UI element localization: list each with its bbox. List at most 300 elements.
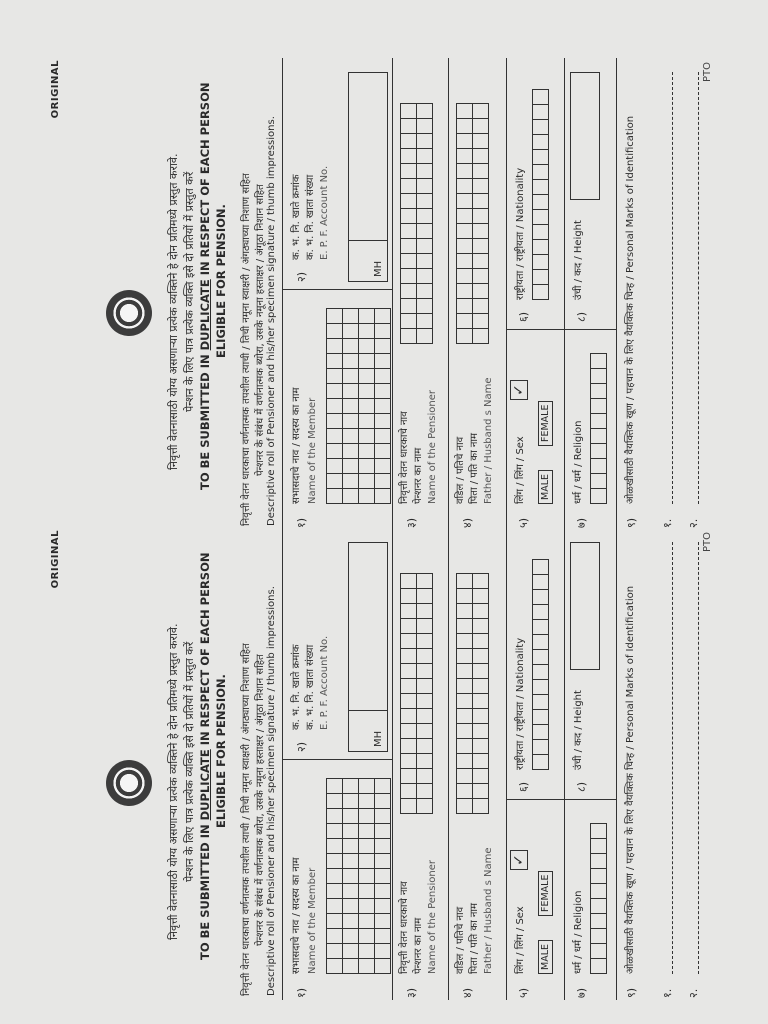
char-box[interactable] — [532, 679, 549, 695]
char-box[interactable] — [374, 368, 391, 384]
char-box[interactable] — [416, 253, 433, 269]
char-box[interactable] — [326, 838, 343, 854]
char-box[interactable] — [326, 913, 343, 929]
marks-line-1[interactable] — [672, 542, 674, 974]
epf-account-input[interactable] — [348, 72, 388, 282]
char-box[interactable] — [456, 328, 473, 344]
char-box[interactable] — [342, 308, 359, 324]
char-box[interactable] — [326, 368, 343, 384]
char-box[interactable] — [400, 663, 417, 679]
char-box[interactable] — [400, 208, 417, 224]
char-box[interactable] — [358, 443, 375, 459]
char-box[interactable] — [532, 164, 549, 180]
char-box[interactable] — [342, 428, 359, 444]
char-box[interactable] — [400, 328, 417, 344]
char-box[interactable] — [416, 208, 433, 224]
char-box[interactable] — [532, 269, 549, 285]
char-box[interactable] — [416, 753, 433, 769]
char-box[interactable] — [400, 798, 417, 814]
char-box[interactable] — [590, 883, 607, 899]
char-box[interactable] — [472, 768, 489, 784]
char-box[interactable] — [400, 678, 417, 694]
char-box[interactable] — [342, 443, 359, 459]
char-box[interactable] — [326, 323, 343, 339]
char-box[interactable] — [472, 603, 489, 619]
char-box[interactable] — [358, 838, 375, 854]
char-box[interactable] — [400, 118, 417, 134]
char-box[interactable] — [472, 738, 489, 754]
char-box[interactable] — [456, 283, 473, 299]
char-box[interactable] — [590, 943, 607, 959]
char-box[interactable] — [416, 148, 433, 164]
char-box[interactable] — [358, 458, 375, 474]
father-husband-name-boxes[interactable] — [456, 574, 488, 814]
char-box[interactable] — [472, 708, 489, 724]
char-box[interactable] — [416, 133, 433, 149]
char-box[interactable] — [342, 458, 359, 474]
char-box[interactable] — [456, 268, 473, 284]
char-box[interactable] — [374, 488, 391, 504]
char-box[interactable] — [342, 778, 359, 794]
char-box[interactable] — [590, 413, 607, 429]
char-box[interactable] — [590, 428, 607, 444]
char-box[interactable] — [456, 133, 473, 149]
char-box[interactable] — [416, 633, 433, 649]
char-box[interactable] — [456, 783, 473, 799]
char-box[interactable] — [416, 708, 433, 724]
char-box[interactable] — [374, 808, 391, 824]
char-box[interactable] — [358, 898, 375, 914]
char-box[interactable] — [326, 308, 343, 324]
char-box[interactable] — [342, 943, 359, 959]
char-box[interactable] — [456, 753, 473, 769]
char-box[interactable] — [326, 383, 343, 399]
char-box[interactable] — [532, 89, 549, 105]
char-box[interactable] — [326, 793, 343, 809]
char-box[interactable] — [472, 723, 489, 739]
char-box[interactable] — [416, 163, 433, 179]
sex-tick-icon[interactable]: ✓ — [510, 380, 528, 400]
char-box[interactable] — [326, 428, 343, 444]
char-box[interactable] — [342, 853, 359, 869]
char-box[interactable] — [400, 768, 417, 784]
sex-tick-icon[interactable]: ✓ — [510, 850, 528, 870]
char-box[interactable] — [416, 798, 433, 814]
char-box[interactable] — [416, 328, 433, 344]
char-box[interactable] — [472, 313, 489, 329]
char-box[interactable] — [416, 283, 433, 299]
char-box[interactable] — [532, 284, 549, 300]
char-box[interactable] — [374, 383, 391, 399]
char-box[interactable] — [358, 928, 375, 944]
char-box[interactable] — [416, 313, 433, 329]
char-box[interactable] — [532, 649, 549, 665]
char-box[interactable] — [342, 928, 359, 944]
religion-boxes[interactable] — [590, 354, 606, 504]
char-box[interactable] — [326, 823, 343, 839]
char-box[interactable] — [374, 883, 391, 899]
char-box[interactable] — [472, 223, 489, 239]
char-box[interactable] — [472, 798, 489, 814]
char-box[interactable] — [456, 678, 473, 694]
char-box[interactable] — [342, 913, 359, 929]
char-box[interactable] — [374, 413, 391, 429]
char-box[interactable] — [326, 958, 343, 974]
char-box[interactable] — [358, 808, 375, 824]
char-box[interactable] — [416, 178, 433, 194]
char-box[interactable] — [416, 588, 433, 604]
char-box[interactable] — [456, 163, 473, 179]
char-box[interactable] — [326, 868, 343, 884]
char-box[interactable] — [416, 298, 433, 314]
char-box[interactable] — [472, 573, 489, 589]
char-box[interactable] — [590, 823, 607, 839]
char-box[interactable] — [400, 313, 417, 329]
char-box[interactable] — [472, 193, 489, 209]
char-box[interactable] — [374, 928, 391, 944]
char-box[interactable] — [326, 943, 343, 959]
char-box[interactable] — [456, 723, 473, 739]
char-box[interactable] — [374, 323, 391, 339]
char-box[interactable] — [456, 693, 473, 709]
char-box[interactable] — [326, 928, 343, 944]
height-input[interactable] — [570, 542, 600, 670]
religion-boxes[interactable] — [590, 824, 606, 974]
char-box[interactable] — [416, 783, 433, 799]
char-box[interactable] — [374, 398, 391, 414]
char-box[interactable] — [472, 633, 489, 649]
marks-line-2[interactable] — [698, 542, 700, 974]
char-box[interactable] — [400, 588, 417, 604]
char-box[interactable] — [400, 783, 417, 799]
char-box[interactable] — [590, 458, 607, 474]
char-box[interactable] — [456, 103, 473, 119]
char-box[interactable] — [532, 724, 549, 740]
char-box[interactable] — [456, 238, 473, 254]
char-box[interactable] — [532, 254, 549, 270]
char-box[interactable] — [416, 663, 433, 679]
char-box[interactable] — [374, 958, 391, 974]
char-box[interactable] — [590, 838, 607, 854]
member-name-boxes[interactable] — [326, 779, 390, 974]
char-box[interactable] — [472, 103, 489, 119]
char-box[interactable] — [456, 588, 473, 604]
char-box[interactable] — [532, 209, 549, 225]
char-box[interactable] — [456, 573, 473, 589]
char-box[interactable] — [374, 308, 391, 324]
char-box[interactable] — [400, 148, 417, 164]
char-box[interactable] — [590, 898, 607, 914]
char-box[interactable] — [472, 268, 489, 284]
char-box[interactable] — [358, 398, 375, 414]
char-box[interactable] — [472, 238, 489, 254]
char-box[interactable] — [358, 883, 375, 899]
nationality-boxes[interactable] — [532, 90, 548, 300]
char-box[interactable] — [326, 338, 343, 354]
char-box[interactable] — [358, 943, 375, 959]
char-box[interactable] — [590, 853, 607, 869]
char-box[interactable] — [342, 808, 359, 824]
char-box[interactable] — [472, 783, 489, 799]
char-box[interactable] — [358, 473, 375, 489]
char-box[interactable] — [472, 133, 489, 149]
char-box[interactable] — [342, 898, 359, 914]
char-box[interactable] — [326, 473, 343, 489]
char-box[interactable] — [400, 238, 417, 254]
char-box[interactable] — [456, 223, 473, 239]
char-box[interactable] — [374, 853, 391, 869]
marks-line-1[interactable] — [672, 72, 674, 504]
char-box[interactable] — [532, 619, 549, 635]
nationality-boxes[interactable] — [532, 560, 548, 770]
char-box[interactable] — [326, 778, 343, 794]
sex-option-male[interactable]: MALE — [538, 940, 553, 974]
char-box[interactable] — [472, 753, 489, 769]
char-box[interactable] — [472, 208, 489, 224]
char-box[interactable] — [456, 313, 473, 329]
char-box[interactable] — [472, 148, 489, 164]
char-box[interactable] — [456, 633, 473, 649]
char-box[interactable] — [472, 283, 489, 299]
char-box[interactable] — [532, 194, 549, 210]
char-box[interactable] — [532, 574, 549, 590]
char-box[interactable] — [456, 193, 473, 209]
char-box[interactable] — [342, 338, 359, 354]
char-box[interactable] — [416, 223, 433, 239]
char-box[interactable] — [400, 633, 417, 649]
height-input[interactable] — [570, 72, 600, 200]
char-box[interactable] — [532, 739, 549, 755]
char-box[interactable] — [416, 618, 433, 634]
char-box[interactable] — [456, 208, 473, 224]
char-box[interactable] — [416, 648, 433, 664]
char-box[interactable] — [472, 693, 489, 709]
char-box[interactable] — [532, 239, 549, 255]
char-box[interactable] — [326, 898, 343, 914]
char-box[interactable] — [532, 104, 549, 120]
char-box[interactable] — [532, 589, 549, 605]
char-box[interactable] — [590, 353, 607, 369]
char-box[interactable] — [374, 473, 391, 489]
char-box[interactable] — [326, 443, 343, 459]
sex-option-male[interactable]: MALE — [538, 470, 553, 504]
char-box[interactable] — [400, 193, 417, 209]
char-box[interactable] — [456, 738, 473, 754]
char-box[interactable] — [472, 178, 489, 194]
char-box[interactable] — [456, 148, 473, 164]
char-box[interactable] — [532, 559, 549, 575]
char-box[interactable] — [456, 663, 473, 679]
char-box[interactable] — [342, 368, 359, 384]
char-box[interactable] — [532, 604, 549, 620]
char-box[interactable] — [590, 488, 607, 504]
char-box[interactable] — [374, 943, 391, 959]
char-box[interactable] — [374, 778, 391, 794]
char-box[interactable] — [358, 353, 375, 369]
char-box[interactable] — [400, 708, 417, 724]
char-box[interactable] — [400, 178, 417, 194]
char-box[interactable] — [374, 823, 391, 839]
char-box[interactable] — [374, 793, 391, 809]
char-box[interactable] — [374, 443, 391, 459]
char-box[interactable] — [358, 853, 375, 869]
char-box[interactable] — [326, 808, 343, 824]
char-box[interactable] — [456, 603, 473, 619]
char-box[interactable] — [342, 838, 359, 854]
char-box[interactable] — [342, 868, 359, 884]
char-box[interactable] — [374, 898, 391, 914]
char-box[interactable] — [472, 663, 489, 679]
char-box[interactable] — [400, 268, 417, 284]
char-box[interactable] — [374, 458, 391, 474]
char-box[interactable] — [400, 603, 417, 619]
char-box[interactable] — [590, 368, 607, 384]
char-box[interactable] — [342, 383, 359, 399]
char-box[interactable] — [456, 648, 473, 664]
char-box[interactable] — [342, 883, 359, 899]
char-box[interactable] — [342, 353, 359, 369]
char-box[interactable] — [358, 823, 375, 839]
char-box[interactable] — [374, 838, 391, 854]
char-box[interactable] — [472, 118, 489, 134]
char-box[interactable] — [416, 723, 433, 739]
char-box[interactable] — [532, 134, 549, 150]
char-box[interactable] — [532, 754, 549, 770]
char-box[interactable] — [472, 588, 489, 604]
char-box[interactable] — [400, 648, 417, 664]
pensioner-name-boxes[interactable] — [400, 574, 432, 814]
char-box[interactable] — [416, 118, 433, 134]
char-box[interactable] — [416, 738, 433, 754]
char-box[interactable] — [342, 823, 359, 839]
char-box[interactable] — [400, 283, 417, 299]
char-box[interactable] — [400, 103, 417, 119]
char-box[interactable] — [358, 383, 375, 399]
char-box[interactable] — [590, 913, 607, 929]
char-box[interactable] — [590, 398, 607, 414]
char-box[interactable] — [456, 118, 473, 134]
char-box[interactable] — [456, 618, 473, 634]
sex-option-female[interactable]: FEMALE — [538, 401, 553, 446]
char-box[interactable] — [358, 413, 375, 429]
char-box[interactable] — [400, 753, 417, 769]
sex-option-female[interactable]: FEMALE — [538, 871, 553, 916]
char-box[interactable] — [358, 868, 375, 884]
char-box[interactable] — [374, 913, 391, 929]
char-box[interactable] — [358, 308, 375, 324]
char-box[interactable] — [358, 368, 375, 384]
char-box[interactable] — [416, 678, 433, 694]
char-box[interactable] — [590, 868, 607, 884]
father-husband-name-boxes[interactable] — [456, 104, 488, 344]
char-box[interactable] — [400, 723, 417, 739]
char-box[interactable] — [326, 353, 343, 369]
char-box[interactable] — [456, 798, 473, 814]
char-box[interactable] — [416, 693, 433, 709]
char-box[interactable] — [400, 133, 417, 149]
char-box[interactable] — [400, 163, 417, 179]
char-box[interactable] — [472, 648, 489, 664]
char-box[interactable] — [590, 473, 607, 489]
char-box[interactable] — [342, 473, 359, 489]
char-box[interactable] — [374, 353, 391, 369]
char-box[interactable] — [326, 413, 343, 429]
char-box[interactable] — [532, 224, 549, 240]
char-box[interactable] — [358, 913, 375, 929]
char-box[interactable] — [472, 678, 489, 694]
char-box[interactable] — [456, 178, 473, 194]
char-box[interactable] — [342, 793, 359, 809]
pensioner-name-boxes[interactable] — [400, 104, 432, 344]
char-box[interactable] — [342, 488, 359, 504]
char-box[interactable] — [400, 693, 417, 709]
char-box[interactable] — [532, 634, 549, 650]
char-box[interactable] — [400, 298, 417, 314]
char-box[interactable] — [532, 709, 549, 725]
char-box[interactable] — [358, 778, 375, 794]
char-box[interactable] — [532, 179, 549, 195]
char-box[interactable] — [456, 298, 473, 314]
char-box[interactable] — [400, 573, 417, 589]
char-box[interactable] — [472, 298, 489, 314]
char-box[interactable] — [472, 163, 489, 179]
char-box[interactable] — [326, 488, 343, 504]
char-box[interactable] — [472, 328, 489, 344]
char-box[interactable] — [400, 253, 417, 269]
char-box[interactable] — [472, 253, 489, 269]
char-box[interactable] — [326, 458, 343, 474]
char-box[interactable] — [456, 253, 473, 269]
char-box[interactable] — [400, 738, 417, 754]
char-box[interactable] — [374, 428, 391, 444]
char-box[interactable] — [374, 868, 391, 884]
char-box[interactable] — [456, 708, 473, 724]
member-name-boxes[interactable] — [326, 309, 390, 504]
char-box[interactable] — [590, 928, 607, 944]
char-box[interactable] — [342, 958, 359, 974]
char-box[interactable] — [532, 664, 549, 680]
char-box[interactable] — [358, 793, 375, 809]
char-box[interactable] — [326, 883, 343, 899]
char-box[interactable] — [358, 488, 375, 504]
char-box[interactable] — [590, 958, 607, 974]
char-box[interactable] — [358, 323, 375, 339]
char-box[interactable] — [416, 103, 433, 119]
char-box[interactable] — [326, 398, 343, 414]
char-box[interactable] — [532, 149, 549, 165]
char-box[interactable] — [416, 573, 433, 589]
char-box[interactable] — [342, 398, 359, 414]
char-box[interactable] — [342, 413, 359, 429]
char-box[interactable] — [472, 618, 489, 634]
char-box[interactable] — [456, 768, 473, 784]
char-box[interactable] — [416, 768, 433, 784]
marks-line-2[interactable] — [698, 72, 700, 504]
char-box[interactable] — [326, 853, 343, 869]
char-box[interactable] — [358, 428, 375, 444]
char-box[interactable] — [358, 958, 375, 974]
char-box[interactable] — [532, 694, 549, 710]
char-box[interactable] — [416, 193, 433, 209]
epf-account-input[interactable] — [348, 542, 388, 752]
char-box[interactable] — [590, 443, 607, 459]
char-box[interactable] — [416, 238, 433, 254]
char-box[interactable] — [358, 338, 375, 354]
char-box[interactable] — [342, 323, 359, 339]
char-box[interactable] — [400, 618, 417, 634]
char-box[interactable] — [532, 119, 549, 135]
char-box[interactable] — [416, 603, 433, 619]
